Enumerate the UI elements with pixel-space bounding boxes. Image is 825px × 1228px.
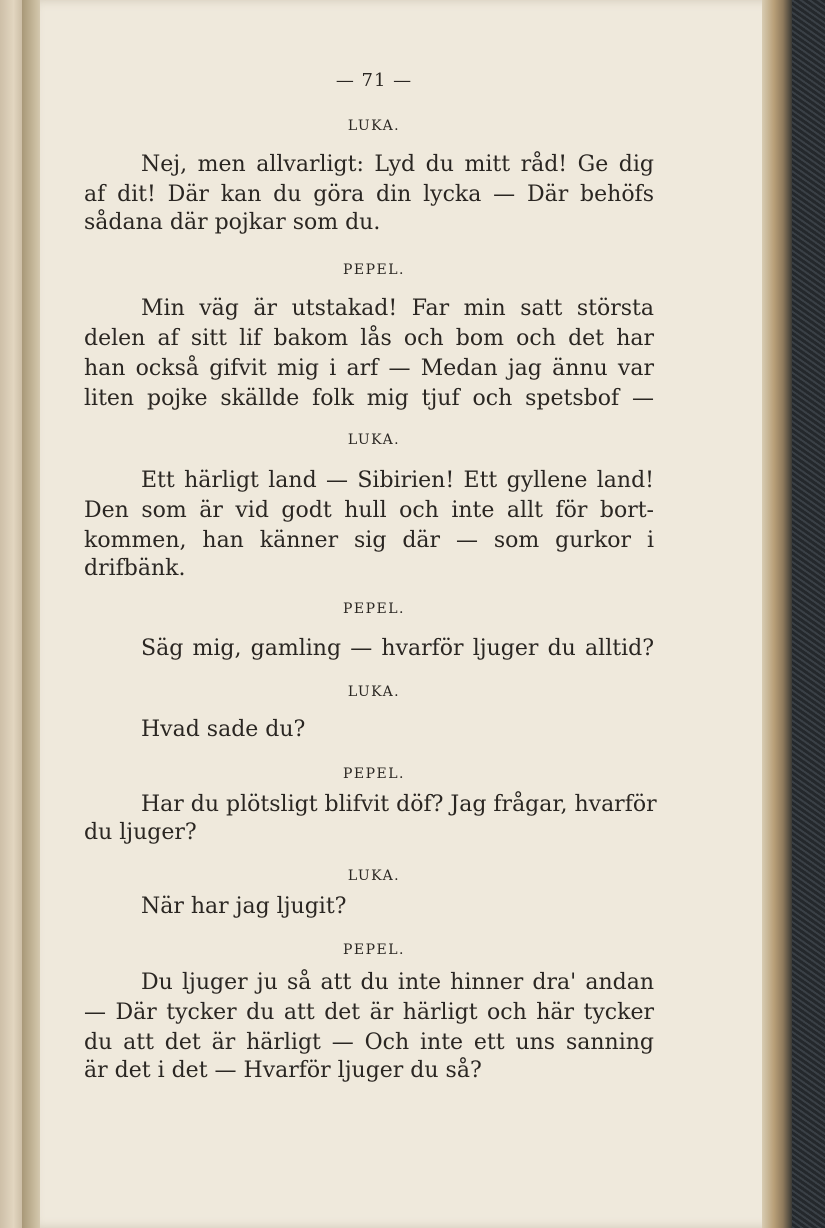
page-number: — 71 — (335, 70, 413, 91)
speaker-name: LUKA. (347, 118, 401, 134)
dialogue-line: du att det är härligt — Och inte ett uns sanning (84, 1030, 654, 1055)
book-page (40, 0, 788, 1228)
speaker-name: LUKA. (347, 868, 401, 884)
dialogue-line: När har jag ljugit? (141, 894, 347, 919)
dialogue-line: du ljuger? (84, 820, 197, 845)
dialogue-line: han också gifvit mig i arf — Medan jag ännu var (84, 356, 654, 381)
dialogue-line: Ett härligt land — Sibirien! Ett gyllene land! (141, 468, 654, 493)
dialogue-line: — Där tycker du att det är härligt och här tycker (84, 1000, 654, 1025)
dialogue-line: delen af sitt lif bakom lås och bom och det har (84, 326, 654, 351)
dialogue-line: af dit! Där kan du göra din lycka — Där behöfs (84, 182, 654, 207)
dialogue-line: Min väg är utstakad! Far min satt största (141, 296, 654, 321)
speaker-name: PEPEL. (342, 766, 406, 782)
dialogue-line: Har du plötsligt blifvit döf? Jag frågar, hvarför (141, 792, 657, 817)
speaker-name: LUKA. (347, 432, 401, 448)
page-edge (762, 0, 792, 1228)
speaker-name: PEPEL. (342, 262, 406, 278)
speaker-name: PEPEL. (342, 942, 406, 958)
dialogue-line: drifbänk. (84, 556, 186, 581)
speaker-name: PEPEL. (342, 601, 406, 617)
dialogue-line: Du ljuger ju så att du inte hinner dra' andan (141, 970, 654, 995)
dialogue-line: sådana där pojkar som du. (84, 210, 381, 235)
dialogue-line: kommen, han känner sig där — som gurkor i (84, 528, 654, 553)
dialogue-line: Säg mig, gamling — hvarför ljuger du alltid? (141, 636, 654, 661)
dialogue-line: Hvad sade du? (141, 717, 306, 742)
dialogue-line: är det i det — Hvarför ljuger du så? (84, 1058, 482, 1083)
dialogue-line: liten pojke skällde folk mig tjuf och spetsbof — (84, 386, 654, 411)
speaker-name: LUKA. (347, 684, 401, 700)
dialogue-line: Nej, men allvarligt: Lyd du mitt råd! Ge dig (141, 152, 654, 177)
dialogue-line: Den som är vid godt hull och inte allt för bort- (84, 498, 654, 523)
